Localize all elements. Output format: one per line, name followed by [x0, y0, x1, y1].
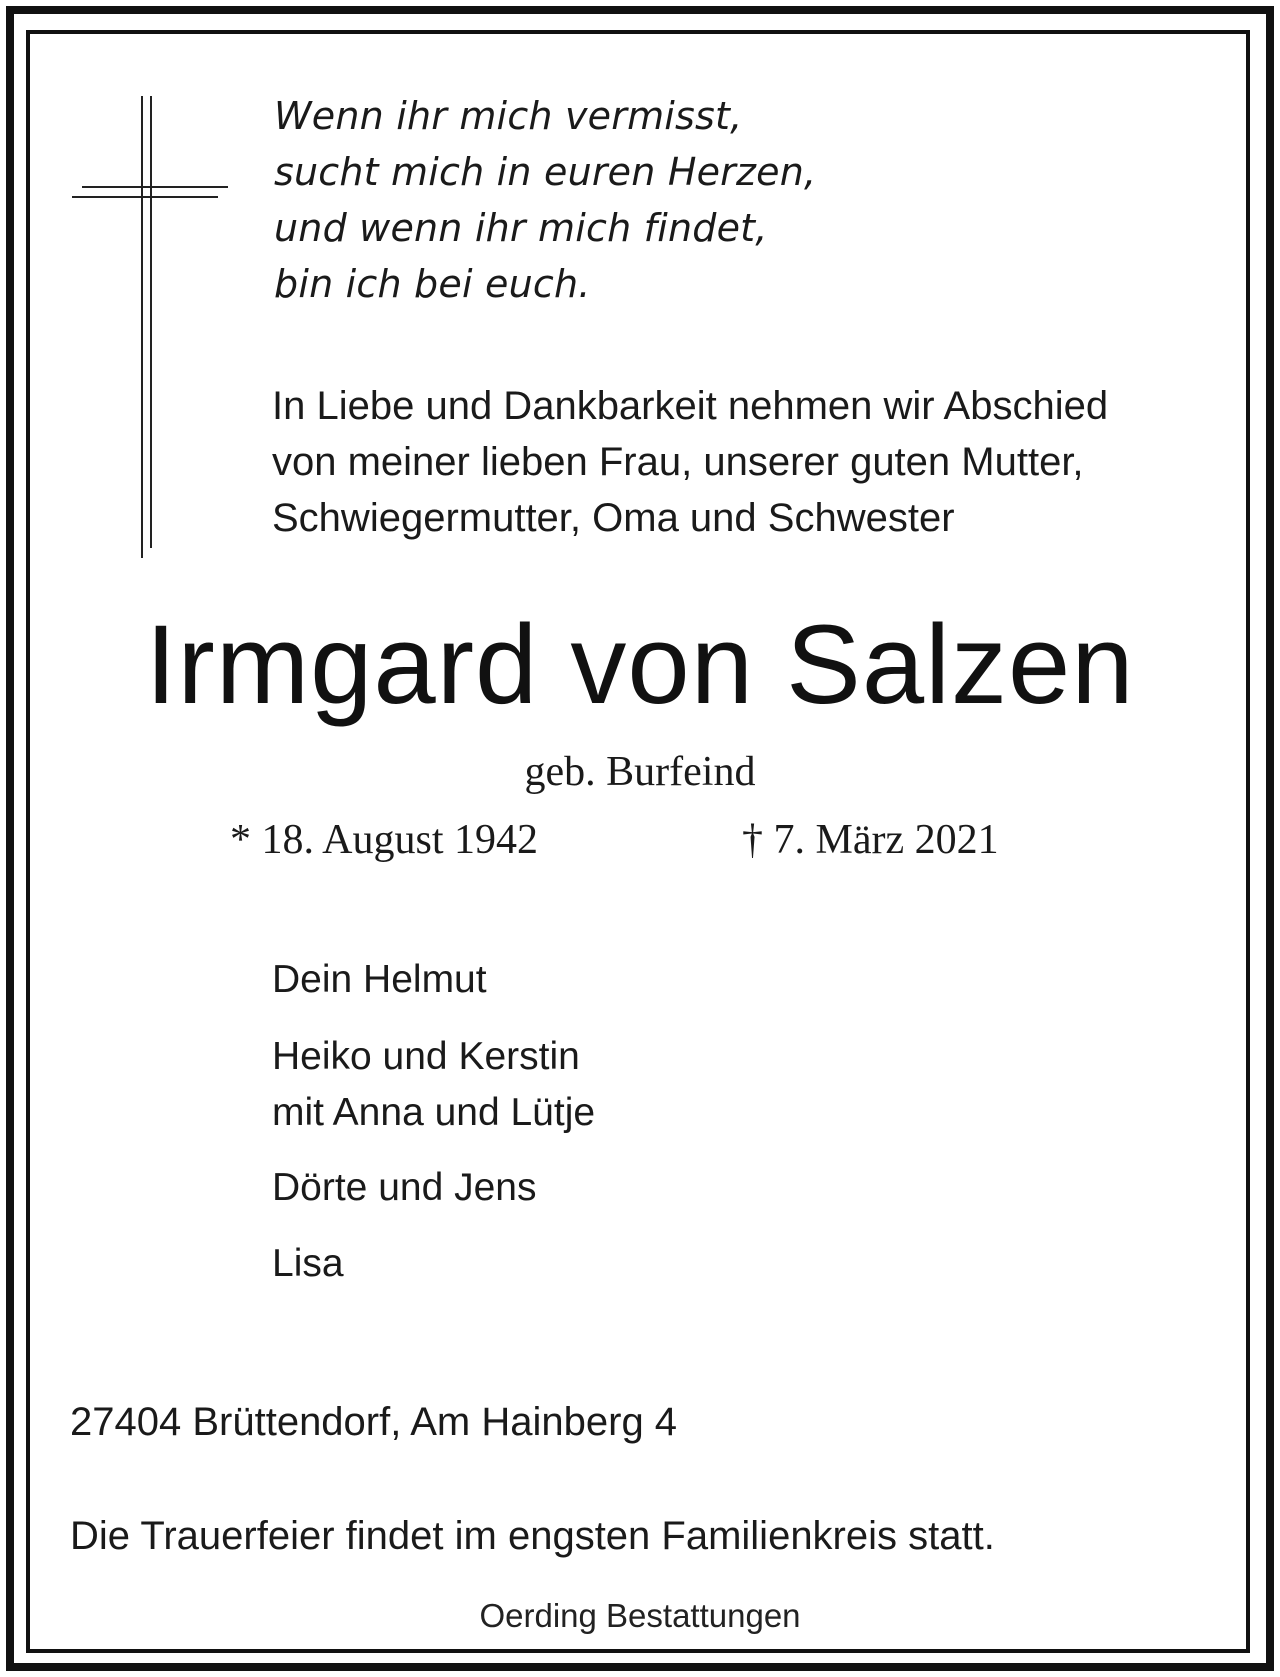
mourner-line: Dörte und Jens: [272, 1166, 537, 1209]
undertaker-name: Oerding Bestattungen: [479, 1597, 801, 1634]
birth-date: * 18. August 1942: [230, 817, 539, 863]
mourner-line: Lisa: [272, 1242, 344, 1285]
farewell-line: Schwiegermutter, Oma und Schwester: [272, 496, 955, 540]
deceased-name: Irmgard von Salzen: [145, 602, 1135, 727]
cross-icon: [72, 96, 232, 558]
farewell-line: In Liebe und Dankbarkeit nehmen wir Abschied: [272, 384, 1109, 428]
poem-line: und wenn ihr mich findet,: [274, 206, 768, 250]
death-date: † 7. März 2021: [742, 817, 999, 863]
poem-line: Wenn ihr mich vermisst,: [274, 94, 743, 138]
mourner-line: mit Anna und Lütje: [272, 1091, 596, 1134]
farewell-line: von meiner lieben Frau, unserer guten Mutter,: [272, 440, 1084, 484]
mourner-group: [272, 1029, 595, 1141]
maiden-name: geb. Burfeind: [524, 749, 756, 795]
mourner-group: [272, 952, 487, 1008]
address: 27404 Brüttendorf, Am Hainberg 4: [70, 1400, 678, 1444]
mourner-line: Dein Helmut: [272, 958, 487, 1001]
mourner-group: [272, 1160, 537, 1216]
poem-line: bin ich bei euch.: [274, 262, 591, 306]
poem-line: sucht mich in euren Herzen,: [274, 150, 817, 194]
farewell-text: [272, 378, 1232, 546]
poem: [274, 88, 1174, 312]
mourner-line: Heiko und Kerstin: [272, 1035, 580, 1078]
mourner-group: [272, 1236, 344, 1292]
funeral-notice: Die Trauerfeier findet im engsten Familienkreis statt.: [70, 1514, 995, 1558]
